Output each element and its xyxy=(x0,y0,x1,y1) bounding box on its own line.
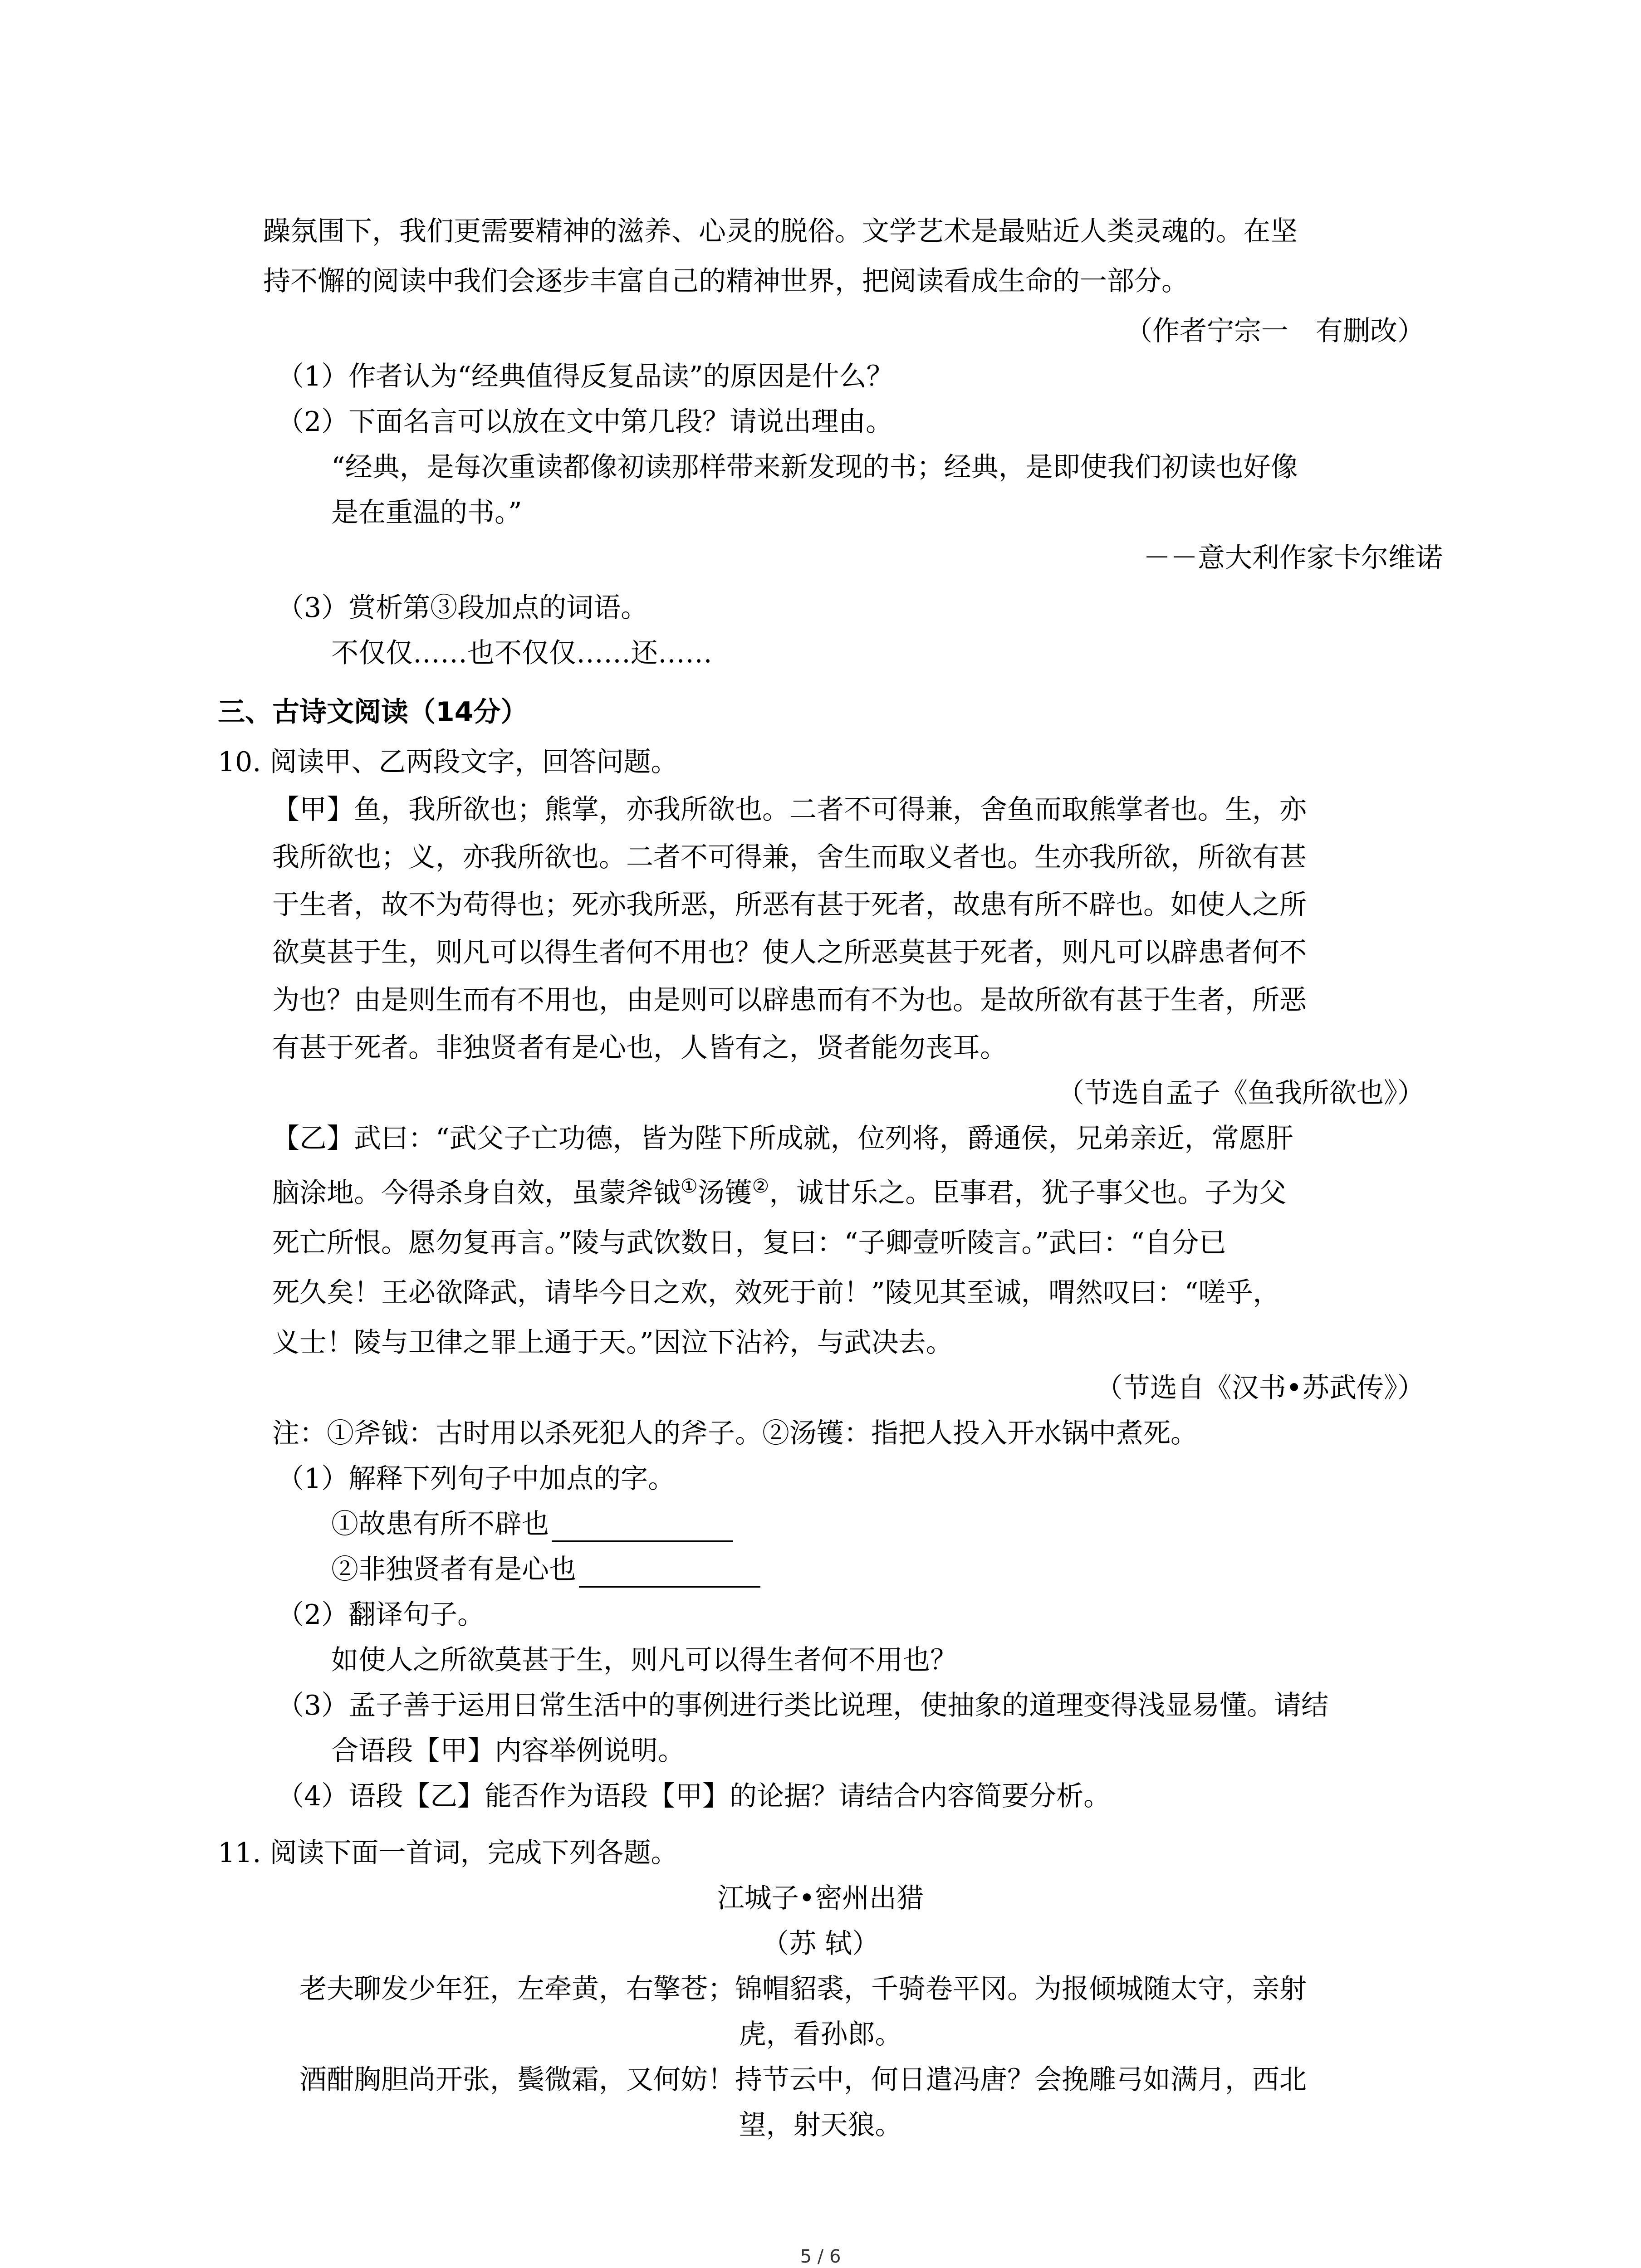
q9-sub3-words: 不仅仅……也不仅仅……还…… xyxy=(331,637,712,669)
q9-quote-author: －－意大利作家卡尔维诺 xyxy=(1143,542,1443,574)
passage-line: 躁氛围下，我们更需要精神的滋养、心灵的脱俗。文学艺术是最贴近人类灵魂的。在坚 xyxy=(263,215,1298,247)
passage-line: 持不懈的阅读中我们会逐步丰富自己的精神世界，把阅读看成生命的一部分。 xyxy=(263,265,1189,297)
q9-sub1: （1）作者认为“经典值得反复品读”的原因是什么？ xyxy=(277,361,894,392)
q10-sub1-item xyxy=(331,1506,733,1542)
q10-yi-text: ，诚甘乐之。臣事君，犹子事父也。子为父 xyxy=(769,1177,1287,1209)
q9-sub2: （2）下面名言可以放在文中第几段？请说出理由。 xyxy=(277,406,893,438)
q10-yi-text: 脑涂地。今得杀身自效，虽蒙斧钺 xyxy=(272,1177,681,1209)
answer-blank[interactable] xyxy=(579,1554,760,1588)
q10-sub1-text: ①故患有所不辟也 xyxy=(331,1508,549,1540)
q10-sub4: （4）语段【乙】能否作为语段【甲】的论据？请结合内容简要分析。 xyxy=(277,1780,1111,1812)
q10-jia-line: 有甚于死者。非独贤者有是心也，人皆有之，贤者能勿丧耳。 xyxy=(272,1032,1007,1064)
poem-line: 虎，看孙郎。 xyxy=(739,2019,902,2050)
q10-sub2-sentence: 如使人之所欲莫甚于生，则凡可以得生者何不用也？ xyxy=(331,1644,957,1676)
q10-yi-line: 死久矣！王必欲降武，请毕今日之欢，效死于前！”陵见其至诚，喟然叹曰：“嗟乎， xyxy=(272,1277,1280,1309)
q10-jia-line: 【甲】鱼，我所欲也；熊掌，亦我所欲也。二者不可得兼，舍鱼而取熊掌者也。生，亦 xyxy=(272,794,1307,826)
footnote-marker: ② xyxy=(752,1175,769,1197)
poem-line: 酒酣胸胆尚开张，鬓微霜，又何妨！持节云中，何日遣冯唐？会挽雕弓如满月，西北 xyxy=(299,2064,1307,2096)
q9-sub3: （3）赏析第③段加点的词语。 xyxy=(277,592,648,624)
q10-jia-line: 我所欲也；义，亦我所欲也。二者不可得兼，舍生而取义者也。生亦我所欲，所欲有甚 xyxy=(272,841,1307,873)
q10-note: 注：①斧钺：古时用以杀死犯人的斧子。②汤镬：指把人投入开水锅中煮死。 xyxy=(272,1418,1198,1449)
q10-sub3: 合语段【甲】内容举例说明。 xyxy=(331,1735,685,1767)
q10-sub1-item xyxy=(331,1551,760,1588)
page-number: 5 / 6 xyxy=(800,2246,841,2267)
poem-title: 江城子•密州出猎 xyxy=(717,1882,924,1914)
section-heading: 三、古诗文阅读（14分） xyxy=(218,696,528,728)
poem-line: 老夫聊发少年狂，左牵黄，右擎苍；锦帽貂裘，千骑卷平冈。为报倾城随太守，亲射 xyxy=(299,1973,1307,2005)
q10-stem: 10. 阅读甲、乙两段文字，回答问题。 xyxy=(218,746,678,778)
q10-sub2: （2）翻译句子。 xyxy=(277,1599,485,1631)
q10-yi-line: 死亡所恨。愿勿复再言。”陵与武饮数日，复曰：“子卿壹听陵言。”武曰：“自分已 xyxy=(272,1227,1226,1259)
q10-jia-line: 为也？由是则生而有不用也，由是则可以辟患而有不为也。是故所欲有甚于生者，所恶 xyxy=(272,984,1307,1016)
q10-yi-line: 【乙】武曰：“武父子亡功德，皆为陛下所成就，位列将，爵通侯，兄弟亲近，常愿肝 xyxy=(272,1123,1293,1154)
footnote-marker: ① xyxy=(681,1175,698,1197)
q10-jia-line: 欲莫甚于生，则凡可以得生者何不用也？使人之所恶莫甚于死者，则凡可以辟患者何不 xyxy=(272,937,1307,968)
q10-jia-line: 于生者，故不为苟得也；死亦我所恶，所恶有甚于死者，故患有所不辟也。如使人之所 xyxy=(272,889,1307,921)
q9-quote-line: 是在重温的书。” xyxy=(331,497,522,528)
q10-sub1: （1）解释下列句子中加点的字。 xyxy=(277,1463,676,1495)
poem-line: 望，射天狼。 xyxy=(739,2109,902,2141)
q10-yi-text: 汤镬 xyxy=(697,1177,752,1209)
q9-quote-line: “经典，是每次重读都像初读那样带来新发现的书；经典，是即使我们初读也好像 xyxy=(331,451,1298,483)
passage-source: （作者宁宗一 有删改） xyxy=(1125,315,1425,347)
q11-stem: 11. 阅读下面一首词，完成下列各题。 xyxy=(218,1837,678,1869)
answer-blank[interactable] xyxy=(552,1509,733,1542)
q10-yi-source: （节选自《汉书•苏武传》） xyxy=(1095,1372,1425,1404)
q10-sub1-text: ②非独贤者有是心也 xyxy=(331,1554,576,1585)
q10-jia-source: （节选自孟子《鱼我所欲也》） xyxy=(1057,1077,1425,1109)
q10-yi-line: 义士！陵与卫律之罪上通于天。”因泣下沾衿，与武决去。 xyxy=(272,1327,953,1359)
q10-sub3: （3）孟子善于运用日常生活中的事例进行类比说理，使抽象的道理变得浅显易懂。请结 xyxy=(277,1690,1329,1721)
q10-yi-line xyxy=(272,1175,1286,1211)
poem-author: （苏 轼） xyxy=(761,1928,880,1960)
